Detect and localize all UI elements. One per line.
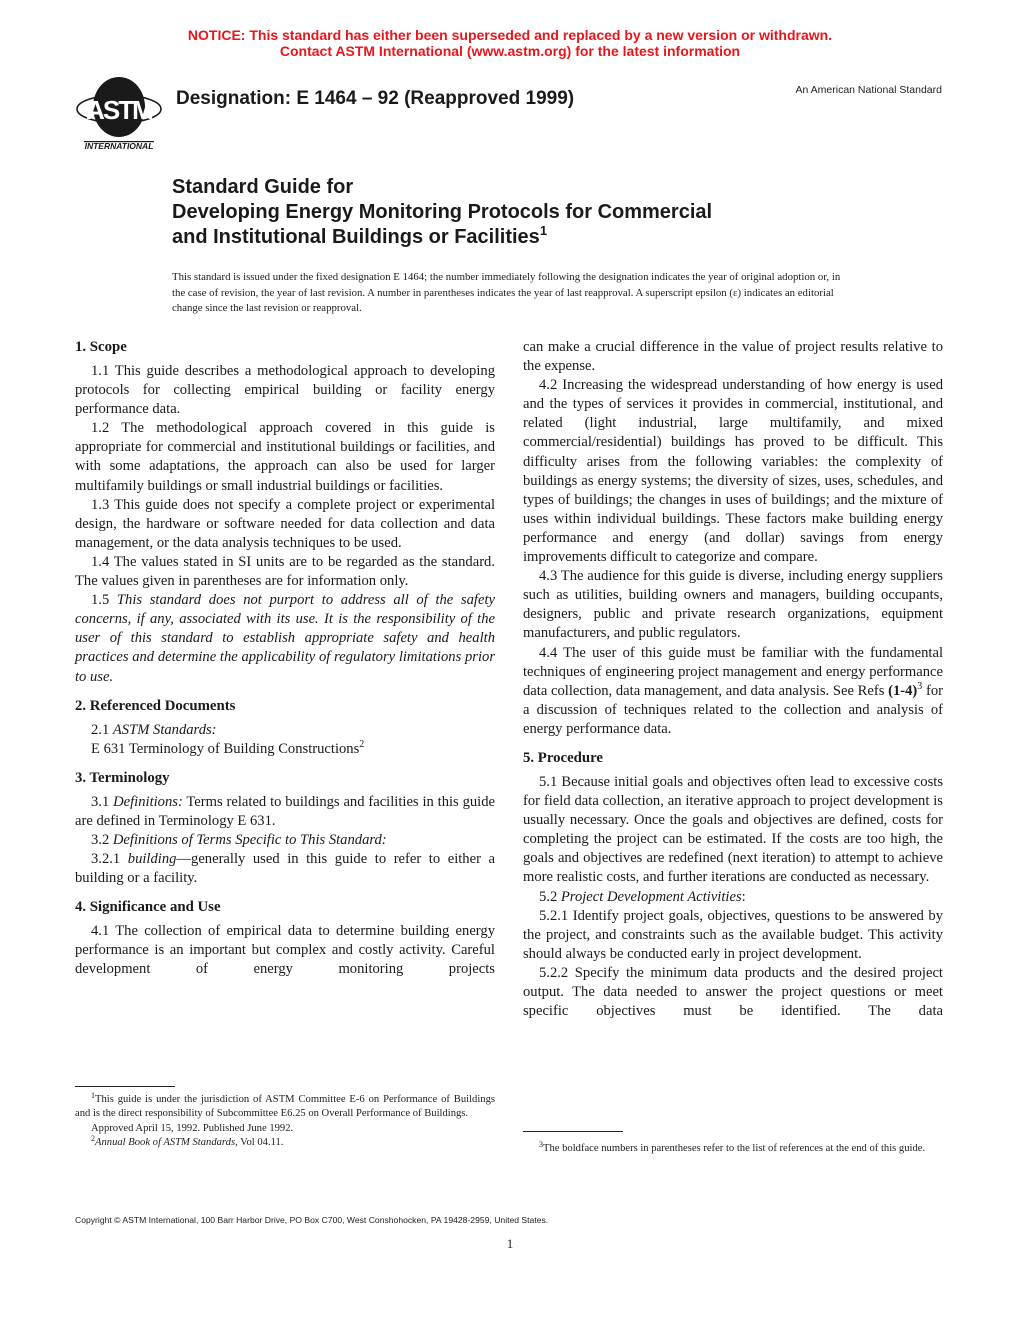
svg-text:ASTM: ASTM xyxy=(86,95,152,125)
astm-international-logo-icon xyxy=(74,75,164,153)
preamble-text: This standard is issued under the fixed designation E 1464; the number immediately following the designation indicates the year of original adoption or, in the case of revision, the year of last revision. A number in parentheses indicates the year of last reapproval. A superscript epsilon (ε) indicates an editorial change since the last revision or reapproval. xyxy=(172,271,841,314)
designation: Designation: E 1464 – 92 (Reapproved 1999) xyxy=(176,88,575,109)
paragraph-3-1: 3.1 Definitions: Terms related to buildings and facilities in this guide are defined in Terminology E 631. xyxy=(75,793,496,829)
astm-logo-graphic xyxy=(74,75,164,153)
section-heading-terminology: 3. Terminology xyxy=(75,769,170,786)
paragraph-4-1-part-b: can make a crucial difference in the value of project results relative to the expense. xyxy=(523,339,943,375)
document-title xyxy=(172,175,712,250)
paragraph-1-3: 1.3 This guide does not specify a complete project or experimental design, the hardware or software needed for data collection and data management, or the data analysis techniques to be used. xyxy=(75,496,495,551)
paragraph-4-4: 4.4 The user of this guide must be familiar with the fundamental techniques of engineering project management and energy performance data collection, data management, and data analysis. See Refs $(1-4)^3$ for a discussion of techniques related to the collection and analysis of energy performance data. xyxy=(523,644,943,737)
notice-line-2: Contact ASTM International (www.astm.org) for the latest information xyxy=(279,43,741,59)
paragraph-2-1: 2.1 ASTM Standards: xyxy=(91,721,217,738)
footnote-rule-right xyxy=(523,1131,623,1132)
withdrawal-notice xyxy=(0,27,1020,59)
logo-text: INTERNATIONAL xyxy=(84,141,154,151)
footnotes-right xyxy=(523,1142,943,1156)
section-heading-referenced-documents: 2. Referenced Documents xyxy=(75,697,236,714)
footnotes-left xyxy=(75,1093,495,1150)
section-heading-significance: 4. Significance and Use xyxy=(75,899,221,916)
paragraph-1-2: 1.2 The methodological approach covered in this guide is appropriate for commercial and institutional buildings or facilities, and with some adaptations, the approach can also be used for larger multifamily buildings or small industrial buildings or facilities. xyxy=(75,420,495,494)
paragraph-5-2-2: 5.2.2 Specify the minimum data products and the desired project output. The data needed to answer the project questions or meet specific objectives must be identified. The data xyxy=(523,964,943,1020)
page-number: 1 xyxy=(506,1236,514,1251)
footnote-1: $^1$This guide is under the jurisdiction of ASTM Committee E-6 on Performance of Buildings and is the direct responsibility of Subcommittee E6.25 on Overall Performance of Buildings. xyxy=(75,1091,495,1120)
title-footnote-mark: 1 xyxy=(539,223,548,238)
paragraph-4-2: 4.2 Increasing the widespread understanding of how energy is used and the types of services it provides in commercial, institutional, and related (light industrial, large multifamily, and mixed commercial/residential) buildings has proved to be difficult. This difficulty arises from the following variables: the complexity of buildings as energy systems; the diversity of sizes, uses, schedules, and types of buildings; the changes in uses of buildings; and the mixture of uses within individual buildings. These factors make building energy performance and energy (and dollar) savings from energy improvements difficult to categorize and compare. xyxy=(523,377,943,566)
copyright-notice: Copyright © ASTM International, 100 Barr Harbor Drive, PO Box C700, West Conshohocken, PA 19428-2959, United States. xyxy=(75,1215,549,1225)
title-line-2: Developing Energy Monitoring Protocols for Commercial xyxy=(172,201,713,223)
title-line-3: and Institutional Buildings or Facilities$^1$ xyxy=(172,223,548,248)
paragraph-5-2: 5.2 Project Development Activities: xyxy=(539,888,746,905)
footnote-3: $^3$The boldface numbers in parentheses refer to the list of references at the end of this guide. xyxy=(539,1140,926,1154)
paragraph-1-1: 1.1 This guide describes a methodological approach to developing protocols for collecting empirical building or facility energy performance data. xyxy=(75,363,495,418)
right-column xyxy=(523,338,943,1021)
american-national-standard-label: An American National Standard xyxy=(795,84,942,96)
notice-line-1: NOTICE: This standard has either been superseded and replaced by a new version or withdrawn. xyxy=(187,27,833,43)
title-line-1: Standard Guide for xyxy=(172,176,354,198)
paragraph-5-1: 5.1 Because initial goals and objectives often lead to excessive costs for field data collection, an iterative approach to project development is usually necessary. Once the goals and objectives are defined, costs for completing the project can be estimated. If the costs are too high, the goals and objectives are redefined (next iteration) to attempt to achieve more realistic costs, and further iterations are conducted as necessary. xyxy=(523,773,943,886)
paragraph-3-2: 3.2 Definitions of Terms Specific to This Standard: xyxy=(91,831,387,848)
footnote-rule-left xyxy=(75,1086,175,1087)
paragraph-4-1-part-a: 4.1 The collection of empirical data to determine building energy performance is an important but complex and costly activity. Careful development of energy monitoring projects xyxy=(75,923,495,978)
section-heading-scope: 1. Scope xyxy=(75,339,127,355)
paragraph-1-5: 1.5 This standard does not purport to address all of the safety concerns, if any, associated with its use. It is the responsibility of the user of this standard to establish appropriate safety and health practices and determine the applicability of regulatory limitations prior to use. xyxy=(75,592,495,685)
paragraph-3-2-1: 3.2.1 building—generally used in this guide to refer to either a building or a facility. xyxy=(75,851,495,887)
reference-e631: E 631 Terminology of Building Constructions$^2$ xyxy=(91,738,365,757)
paragraph-1-4: 1.4 The values stated in SI units are to be regarded as the standard. The values given in parentheses are for information only. xyxy=(75,553,495,590)
footnote-approved: Approved April 15, 1992. Published June 1992. xyxy=(91,1122,294,1134)
paragraph-5-2-1: 5.2.1 Identify project goals, objectives, questions to be answered by the project, and constraints such as the available budget. This activity should always be conducted early in project development. xyxy=(523,907,943,962)
left-column xyxy=(75,338,495,980)
section-heading-procedure: 5. Procedure xyxy=(523,749,603,766)
paragraph-4-3: 4.3 The audience for this guide is diverse, including energy suppliers such as utilities, building owners and managers, building occupants, designers, public and private research organizations, equipment manufacturers, and public regulators. xyxy=(523,568,943,642)
footnote-2: $^2$Annual Book of ASTM Standards, Vol 04.11. xyxy=(91,1133,284,1148)
